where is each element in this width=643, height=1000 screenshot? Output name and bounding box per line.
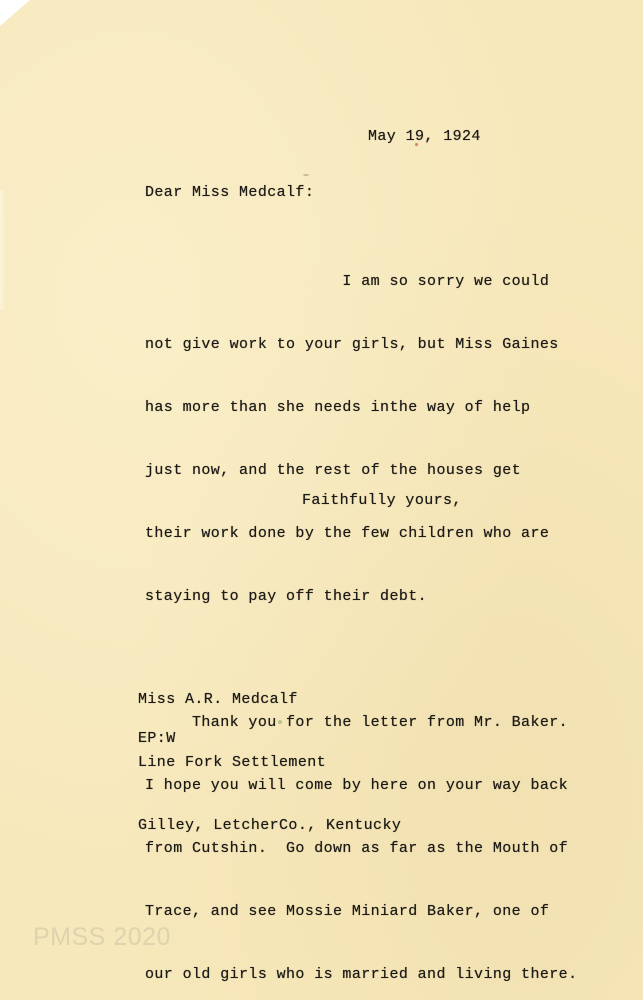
address-line: Line Fork Settlement bbox=[138, 754, 327, 771]
body-line: has more than she needs inthe way of help bbox=[145, 399, 531, 416]
recipient-address bbox=[138, 647, 401, 878]
body-line: just now, and the rest of the houses get bbox=[145, 462, 522, 479]
torn-corner bbox=[0, 0, 30, 26]
body-line: not give work to your girls, but Miss Gaines bbox=[145, 336, 559, 353]
body-line: our old girls who is married and living there. bbox=[145, 966, 578, 983]
archive-watermark: PMSS 2020 bbox=[33, 923, 171, 951]
letter-closing: Faithfully yours, bbox=[302, 492, 462, 509]
body-line: their work done by the few children who are bbox=[145, 525, 550, 542]
letter-body bbox=[145, 229, 577, 1000]
body-line: I hope you will come by here on your way back bbox=[145, 777, 569, 794]
body-line: Trace, and see Mossie Miniard Baker, one of bbox=[145, 903, 550, 920]
body-line: from Cutshin. Go down as far as the Mouth of bbox=[145, 840, 569, 857]
address-line: Gilley, LetcherCo., Kentucky bbox=[138, 817, 402, 834]
letter-date: May 19, 1924 bbox=[368, 128, 481, 145]
address-line: Miss A.R. Medcalf bbox=[138, 691, 298, 708]
body-line: Thank you for the letter from Mr. Baker. bbox=[145, 714, 569, 731]
body-line: I am so sorry we could bbox=[145, 273, 550, 290]
body-line: staying to pay off their debt. bbox=[145, 588, 428, 605]
letter-salutation: Dear Miss Medcalf: bbox=[145, 184, 315, 201]
paper-edge-wear bbox=[0, 190, 6, 310]
typist-initials: EP:W bbox=[138, 730, 176, 747]
paper-speck bbox=[303, 174, 309, 176]
